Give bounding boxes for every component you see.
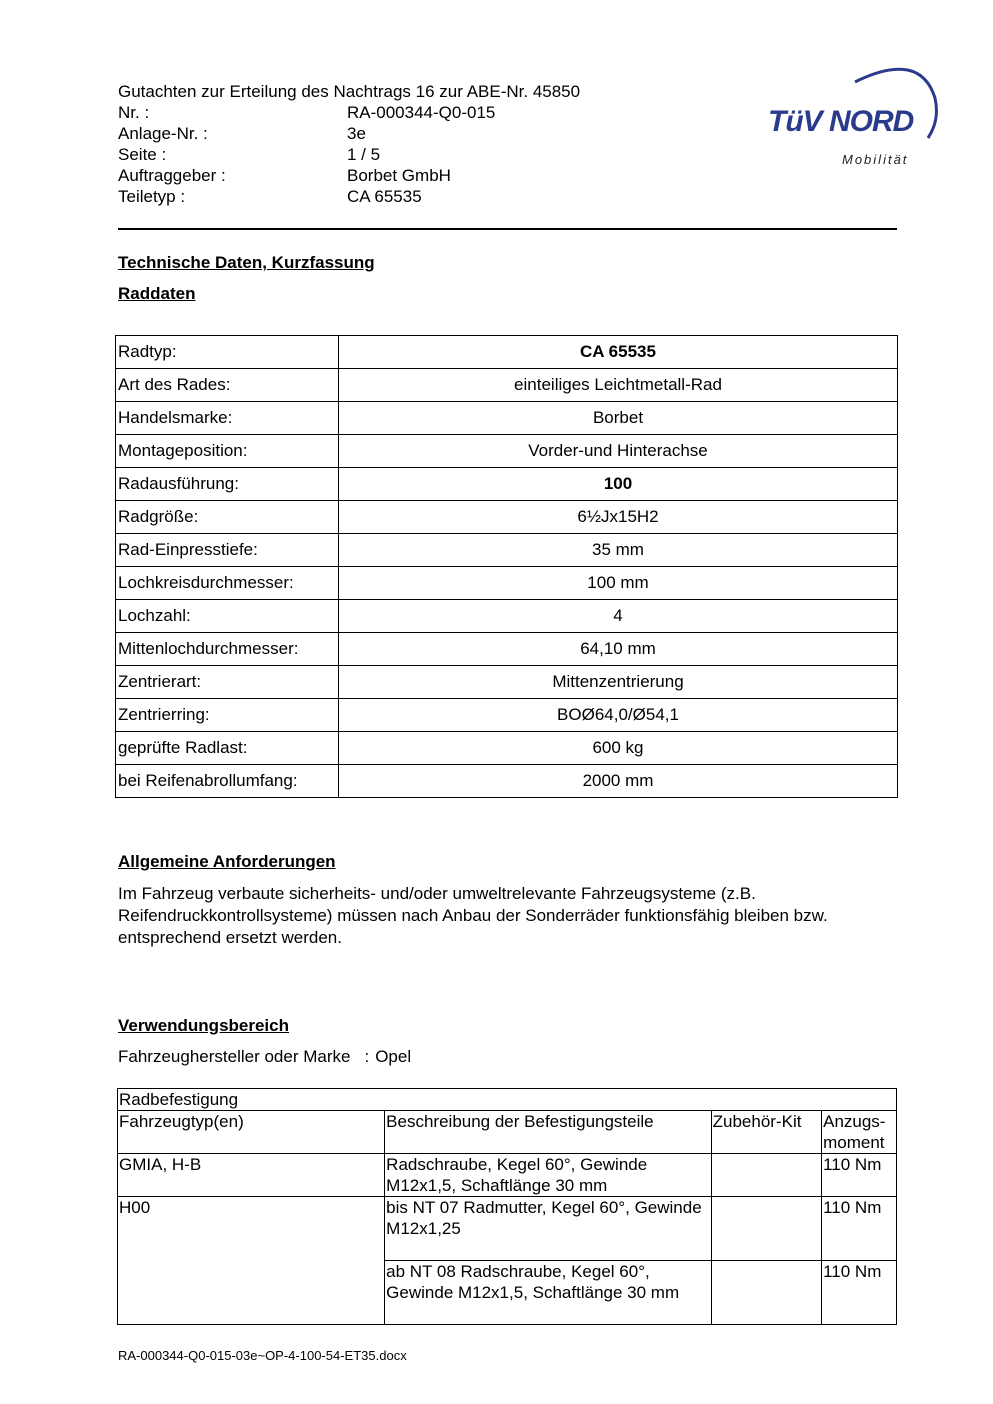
header-row: Teiletyp : CA 65535 bbox=[118, 187, 422, 206]
table-row: Rad-Einpresstiefe: 35 mm bbox=[116, 534, 898, 567]
footer-filename: RA-000344-Q0-015-03e~OP-4-100-54-ET35.docx bbox=[118, 1348, 407, 1363]
logo-subtitle: Mobilität bbox=[842, 152, 909, 167]
section-tech-heading: Technische Daten, Kurzfassung bbox=[118, 253, 375, 272]
raddaten-table bbox=[115, 335, 898, 798]
table-row: ab NT 08 Radschraube, Kegel 60°, Gewinde M12x1,5, Schaftlänge 30 mm 110 Nm bbox=[118, 1261, 897, 1325]
table-row bbox=[118, 1089, 897, 1111]
table-row: Art des Rades: einteiliges Leichtmetall-Rad bbox=[116, 369, 898, 402]
tuev-nord-logo bbox=[760, 58, 940, 173]
section-verwendung-heading: Verwendungsbereich bbox=[118, 1016, 289, 1035]
header-row: Seite : 1 / 5 bbox=[118, 145, 381, 164]
header-row: Nr. : RA-000344-Q0-015 bbox=[118, 103, 496, 122]
table-header-row: Fahrzeugtyp(en) Beschreibung der Befestigungsteile Zubehör-Kit Anzugs-moment bbox=[118, 1111, 897, 1154]
table-row: Zentrierart: Mittenzentrierung bbox=[116, 666, 898, 699]
table-row: Radgröße: 6½Jx15H2 bbox=[116, 501, 898, 534]
table-row: H00 bis NT 07 Radmutter, Kegel 60°, Gewinde M12x1,25 110 Nm bbox=[118, 1197, 897, 1261]
maker-separator: : bbox=[364, 1047, 370, 1066]
table-row: Handelsmarke: Borbet bbox=[116, 402, 898, 435]
section-allgemein-heading: Allgemeine Anforderungen bbox=[118, 852, 336, 871]
table-row: Zentrierring: BOØ64,0/Ø54,1 bbox=[116, 699, 898, 732]
logo-brand: TüV NORD bbox=[768, 105, 914, 138]
header-row: Auftraggeber : Borbet GmbH bbox=[118, 166, 451, 185]
table-row: Mittenlochdurchmesser: 64,10 mm bbox=[116, 633, 898, 666]
vehicle-maker-line bbox=[118, 1047, 411, 1067]
befestigung-title: Radbefestigung bbox=[118, 1089, 897, 1111]
table-row: Radausführung: 100 bbox=[116, 468, 898, 501]
allgemein-paragraph: Im Fahrzeug verbaute sicherheits- und/oder umweltrelevante Fahrzeugsysteme (z.B. Reifendruckkontrollsysteme) müssen nach Anbau der Sonderräder funktionsfähig bleiben bzw. entsprechend ersetzt werden. bbox=[118, 884, 828, 947]
document-title: Gutachten zur Erteilung des Nachtrags 16 zur ABE-Nr. 45850 bbox=[118, 82, 581, 101]
table-row: Lochkreisdurchmesser: 100 mm bbox=[116, 567, 898, 600]
table-row: Montageposition: Vorder-und Hinterachse bbox=[116, 435, 898, 468]
table-row: GMIA, H-B Radschraube, Kegel 60°, Gewinde M12x1,5, Schaftlänge 30 mm 110 Nm bbox=[118, 1154, 897, 1197]
header-row: Anlage-Nr. : 3e bbox=[118, 124, 366, 143]
document-header bbox=[118, 81, 580, 207]
table-row: Lochzahl: 4 bbox=[116, 600, 898, 633]
table-row: geprüfte Radlast: 600 kg bbox=[116, 732, 898, 765]
section-raddaten-heading: Raddaten bbox=[118, 284, 196, 303]
maker-value: Opel bbox=[375, 1047, 412, 1066]
maker-label: Fahrzeughersteller oder Marke bbox=[118, 1047, 351, 1066]
table-row: Radtyp: CA 65535 bbox=[116, 336, 898, 369]
header-divider bbox=[118, 228, 897, 230]
table-row: bei Reifenabrollumfang: 2000 mm bbox=[116, 765, 898, 798]
befestigung-table bbox=[117, 1088, 897, 1325]
